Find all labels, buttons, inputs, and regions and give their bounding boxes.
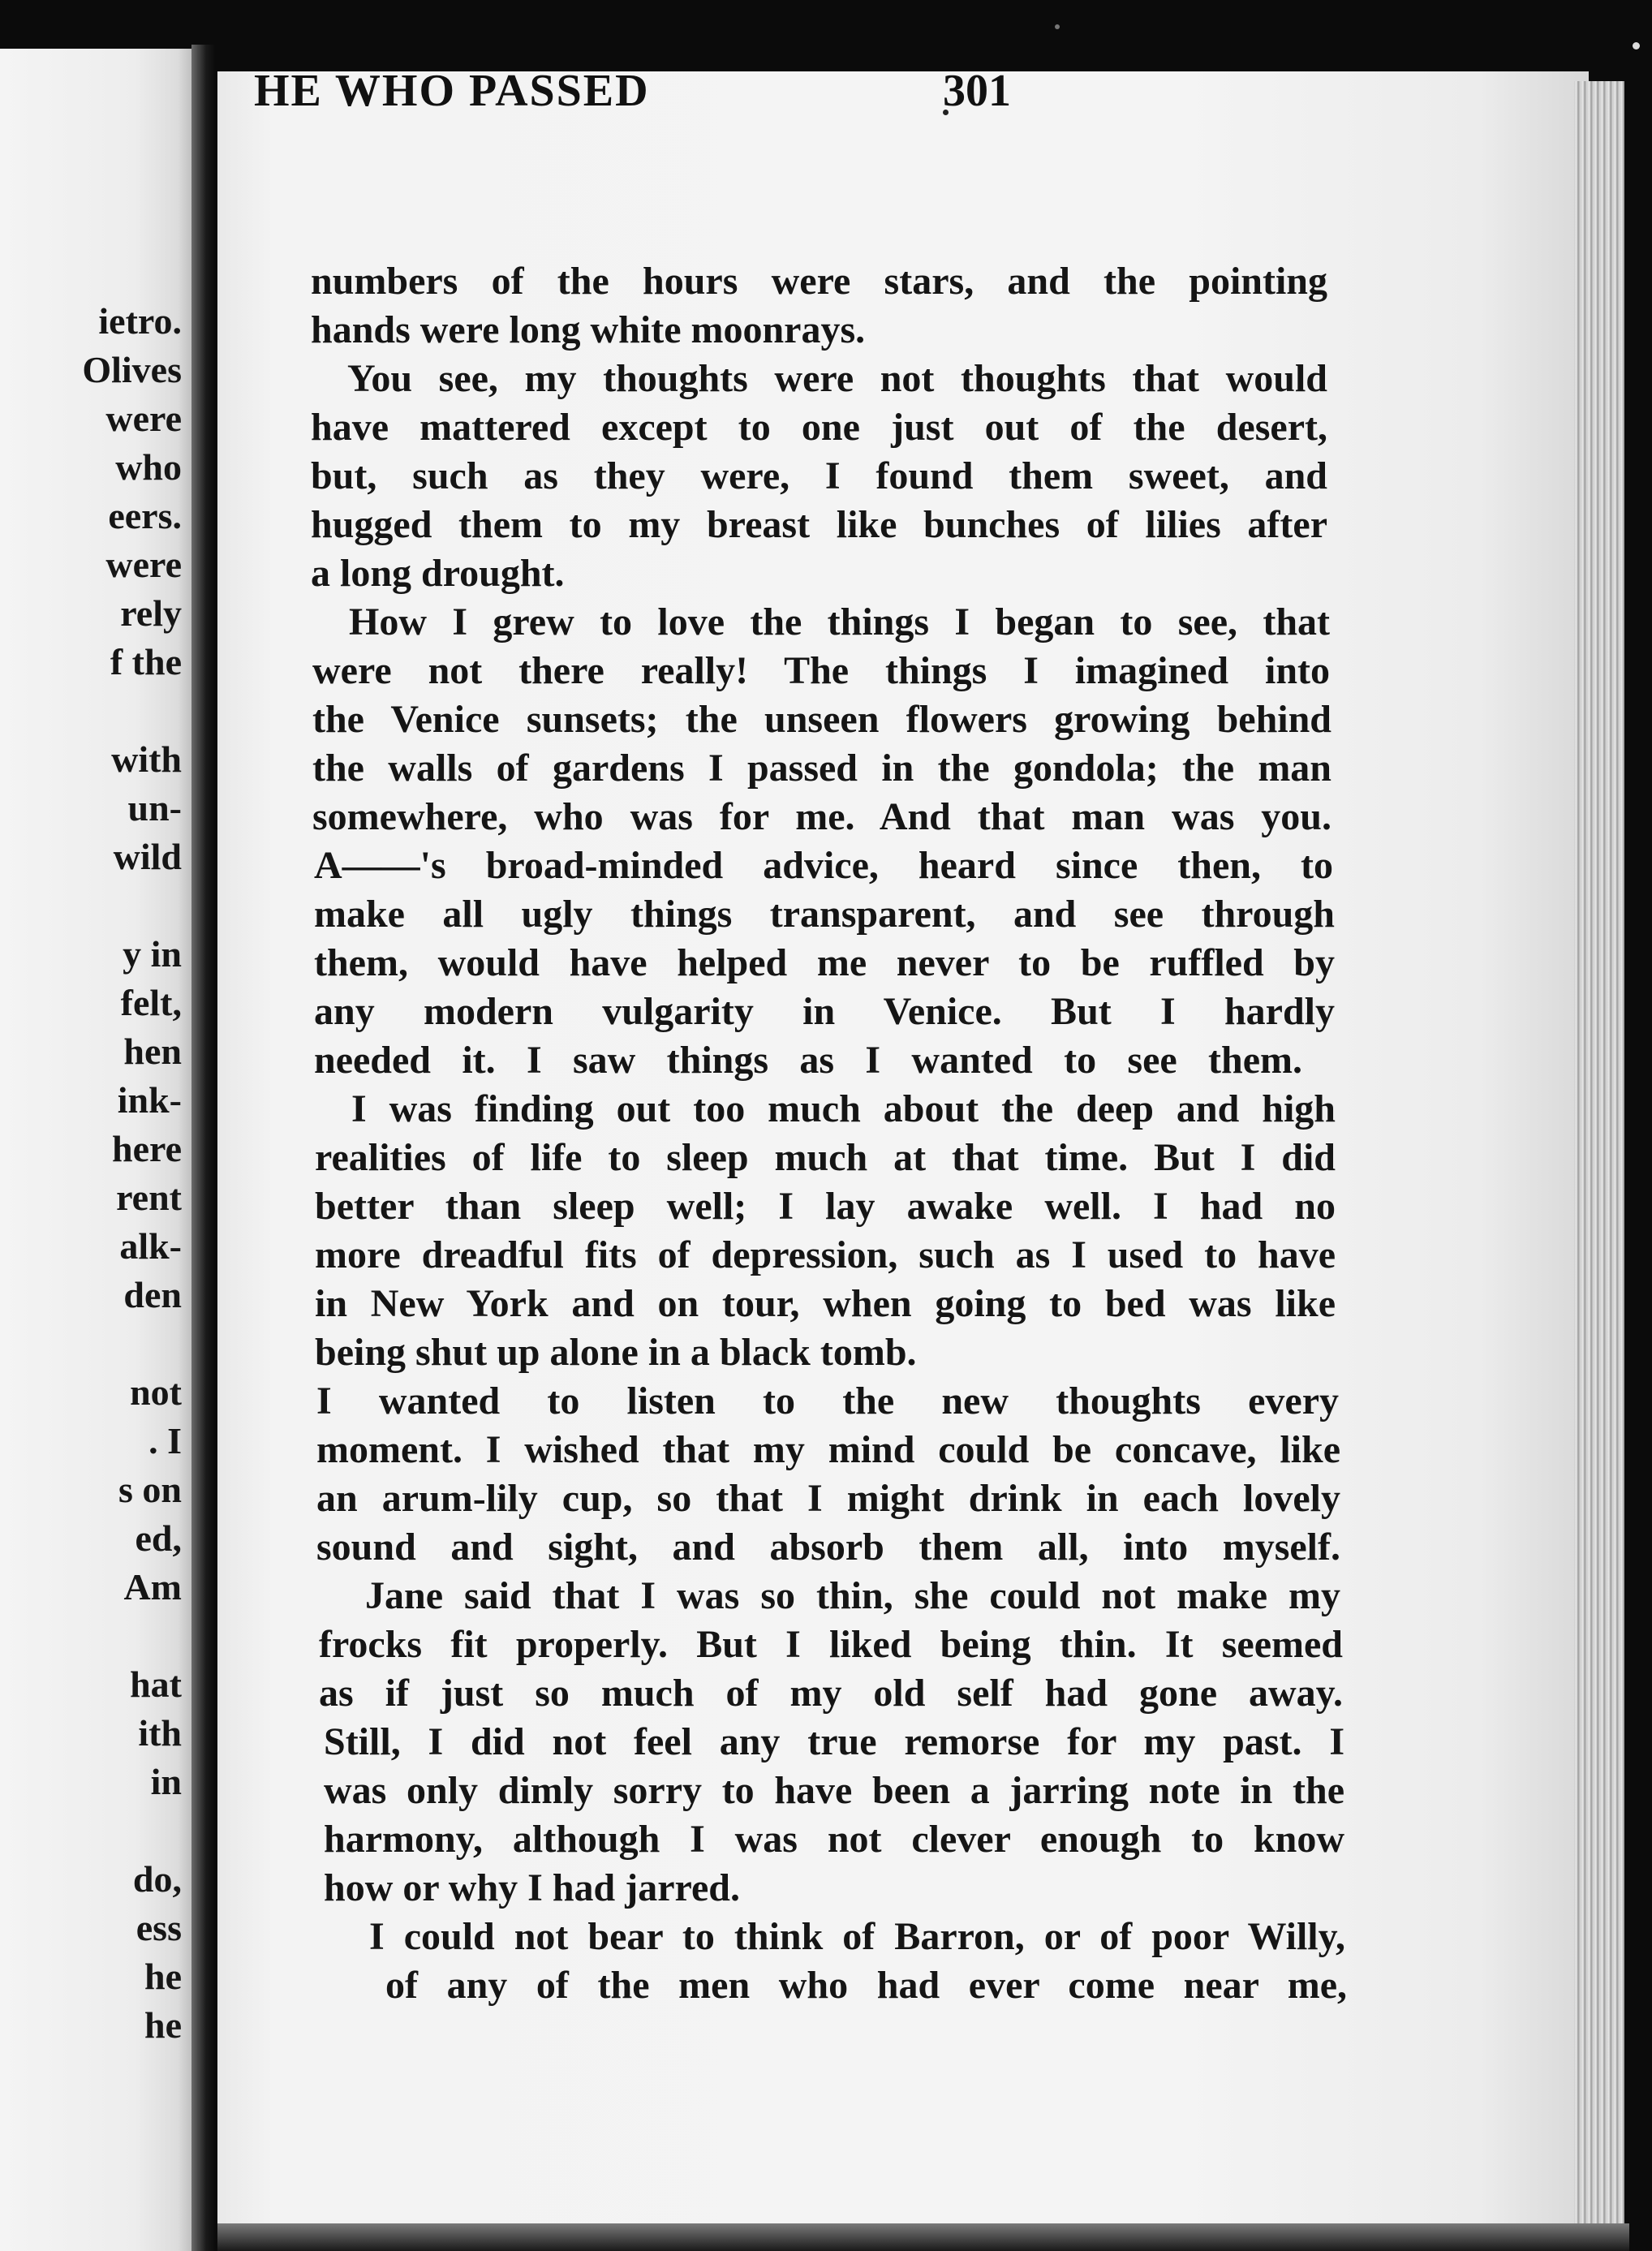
text-line: Still, I did not feel any true remorse for my past. I [324,1720,1344,1763]
text-line: any modern vulgarity in Venice. But I hardly [314,990,1335,1033]
facing-page-fragment: with [111,738,182,780]
facing-page-fragment: . I [148,1420,182,1461]
text-line: hands were long white moonrays. [311,308,866,351]
text-line: in New York and on tour, when going to bed was like [315,1282,1336,1325]
text-line: sound and sight, and absorb them all, into myself. [316,1526,1340,1569]
text-line: I was finding out too much about the deep and high [351,1087,1336,1130]
facing-page-fragment: den [123,1274,182,1315]
facing-page-fragment: he [144,1956,182,1997]
facing-page-fragment: un- [127,787,182,829]
facing-page-fragment: wild [113,836,182,877]
facing-page-fragment: ith [138,1712,182,1754]
text-line: hugged them to my breast like bunches of lilies after [311,503,1327,546]
facing-page-fragment: ietro. [98,300,182,342]
facing-page-fragment: Am [123,1566,182,1608]
facing-page-fragment: felt, [120,982,182,1023]
text-line: harmony, although I was not clever enough to know [324,1818,1344,1861]
text-line: make all ugly things transparent, and see through [314,893,1335,936]
text-line: realities of life to sleep much at that time. But I did [315,1136,1336,1179]
text-line: a long drought. [311,552,565,595]
text-line: I wanted to listen to the new thoughts every [316,1379,1339,1422]
text-line: of any of the men who had ever come near me, [385,1964,1347,2007]
text-line: being shut up alone in a black tomb. [315,1331,917,1374]
facing-page-fragment: he [144,2004,182,2046]
facing-page-fragment: ed, [135,1517,182,1559]
text-line: how or why I had jarred. [324,1866,740,1909]
facing-page-fragment: ink- [117,1079,182,1121]
facing-page-fragment: do, [132,1858,182,1900]
facing-page-fragment: rent [116,1177,182,1218]
text-line: numbers of the hours were stars, and the pointing [311,260,1327,303]
text-line: better than sleep well; I lay awake well. I had no [315,1185,1336,1228]
text-line: A——'s broad-minded advice, heard since then, to [314,844,1333,887]
facing-page-fragment: eers. [108,495,182,536]
text-line: needed it. I saw things as I wanted to see them. [314,1039,1302,1082]
facing-page-fragment: who [115,446,182,488]
page-number: 301 [943,66,1011,116]
text-line: them, would have helped me never to be ruffled by [314,941,1335,984]
text-line: How I grew to love the things I began to see, that [349,600,1330,643]
text-line: were not there really! The things I imagined into [312,649,1330,692]
facing-page-fragment: s on [118,1469,182,1510]
facing-page-fragment: rely [120,592,182,634]
text-line: I could not bear to think of Barron, or of poor Willy, [369,1915,1345,1958]
text-line: was only dimly sorry to have been a jarring note in the [324,1769,1344,1812]
text-line: as if just so much of my old self had gone away. [319,1672,1343,1715]
running-head-title: HE WHO PASSED [254,66,650,116]
text-line: more dreadful fits of depression, such as I used to have [315,1233,1336,1276]
facing-page-fragment: y in [123,933,182,975]
facing-page-fragment: hat [130,1664,182,1705]
facing-page-fragment: not [130,1371,182,1413]
facing-page-fragment: in [150,1761,182,1802]
facing-page-fragment: Olives [82,349,182,390]
text-line: You see, my thoughts were not thoughts that would [347,357,1327,400]
facing-page-fragment: ess [136,1907,182,1948]
text-line: somewhere, who was for me. And that man was you. [312,795,1331,838]
facing-page-fragment: were [105,398,182,439]
facing-page-fragment: were [105,544,182,585]
text-line: but, such as they were, I found them sweet, and [311,454,1327,497]
text-line: have mattered except to one just out of the desert, [311,406,1327,449]
text-line: an arum-lily cup, so that I might drink in each lovely [316,1477,1340,1520]
text-line: frocks fit properly. But I liked being thin. It seemed [319,1623,1343,1666]
facing-page-fragment: hen [123,1031,182,1072]
text-line: Jane said that I was so thin, she could not make my [365,1574,1340,1617]
text-line: moment. I wished that my mind could be concave, like [316,1428,1340,1471]
text-line: the walls of gardens I passed in the gondola; the man [312,747,1331,790]
text-line: the Venice sunsets; the unseen flowers growing behind [312,698,1331,741]
facing-page-fragment: f the [110,641,182,682]
facing-page-fragment: alk- [119,1225,182,1267]
facing-page-fragment: here [111,1128,182,1169]
